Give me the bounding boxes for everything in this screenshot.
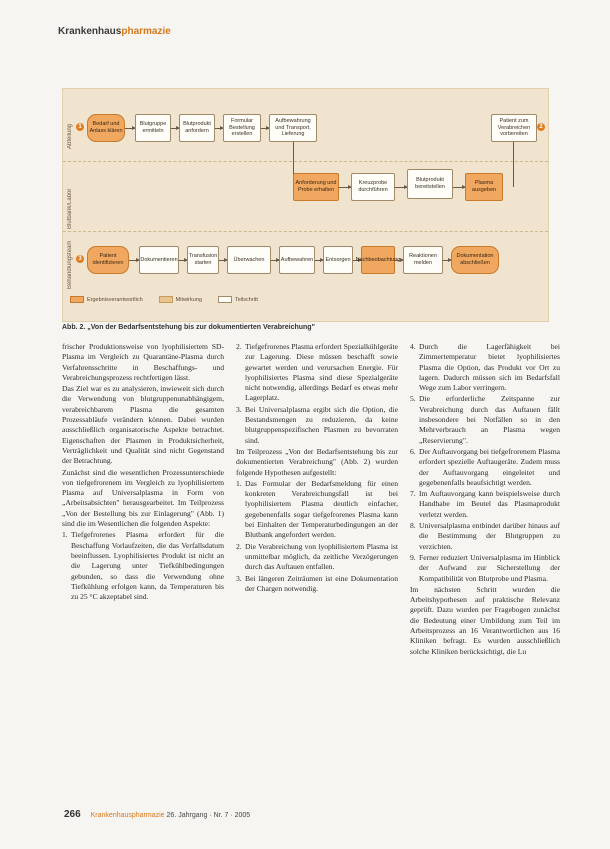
list-item: 8. Universalplasma entbindet darüber hinaus auf die Bestimmung der Blutgruppen zu verzichten. [410, 521, 560, 551]
paragraph: Das Ziel war es zu analysieren, inwieweit sich durch die Verwendung von blutgruppenunabhängigem, verabreichbarem Plasma die gesamten Prozessabläufe verändern können. Dabei wurden ausschließlich organisatorische Aspekte betrachtet. Eigenschaften der Plasmen in Produktsicherheit, Verträglichkeit und Qualität sind nicht Gegenstand der Betrachtung. [62, 384, 224, 466]
flow-node: Dokumentation abschließen [451, 246, 499, 274]
journal-header [58, 26, 171, 37]
flow-connector [513, 142, 514, 187]
flow-node: Bedarf und Anlass klären [87, 114, 125, 142]
list-item: 2. Tiefgefrorenes Plasma erfordert Spezialkühlgeräte zur Lagerung. Diese müssen beschafft sowie gewartet werden und verursachen Energie. Für lyophilisiertes Plasma sind diese Spezialgeräte nicht notwendig, allerdings Bedarf es etwas mehr Lagerplatz. [236, 342, 399, 403]
flow-node: Dokumentieren [139, 246, 179, 274]
flow-arrow [125, 128, 135, 129]
list-item-text: Im Auftauvorgang kann beispielsweise durch Handhabe im Beutel das Plasmaprodukt verletzt werden. [419, 489, 560, 519]
legend-label: Ergebnisverantwortlich [87, 296, 143, 303]
list-item: 3. Bei längeren Zeiträumen ist eine Dokumentation der Chargen notwendig. [236, 573, 398, 593]
flow-arrow [443, 260, 451, 261]
flow-arrow [395, 187, 407, 188]
list-item-text: Bei längeren Zeiträumen ist eine Dokumentation der Chargen notwendig. [245, 573, 398, 593]
flow-node: Entsorgen [323, 246, 353, 274]
flow-node: Überwachen [227, 246, 271, 274]
process-flow-figure [62, 88, 549, 322]
list-item: 6. Der Auftauvorgang bei tiefgefrorenem Plasma erfordert spezielle Auftaugeräte. Zudem muss der Auftauvorgang eingeleitet und gegebenenfalls beaufsichtigt werden. [410, 446, 560, 487]
flow-node: Reaktionen melden [403, 246, 443, 274]
lane-label-bloodbank: Blutbank/Labor [67, 188, 73, 229]
flow-node: Aufbewahren [279, 246, 315, 274]
flow-node: Blutprodukt bereitstellen [407, 169, 453, 199]
list-item: 5. Die erforderliche Zeitspanne zur Verabreichung durch das Auftauen fällt insbesondere bei Notfällen so in den Mehrverbrauch an Plasma wegen „Reservierung". [410, 394, 560, 445]
list-item: 2. Die Verabreichung von lyophilisiertem Plasma ist unmittelbar möglich, da zeitliche Verzögerungen durch das Auftauen entfallen. [236, 541, 398, 572]
list-item: 9. Ferner reduziert Universalplasma im Hinblick der Aufwand zur Sicherstellung der Kompatibilität von Blutprobe und Plasma. [410, 552, 560, 583]
legend-swatch [159, 296, 173, 303]
legend-swatch [218, 296, 232, 303]
flow-arrow [315, 260, 323, 261]
list-item: 7. Im Auftauvorgang kann beispielsweise durch Handhabe im Beutel das Plasmaprodukt verletzt werden. [410, 489, 560, 519]
figure-caption: Abb. 2. „Von der Bedarfsentstehung bis zur dokumentierten Verabreichung" [62, 324, 315, 331]
flow-node: Aufbewahrung und Transport, Lieferung [269, 114, 317, 142]
flow-arrow [219, 260, 227, 261]
flow-node: Patient zum Verabreichen vorbereiten [491, 114, 537, 142]
figure-legend [70, 296, 258, 303]
legend-swatch [70, 296, 84, 303]
start-marker: 1 [76, 123, 84, 131]
flow-node: Transfusion starten [187, 246, 219, 274]
list-item-text: Ferner reduziert Universalplasma im Hinblick der Aufwand zur Sicherstellung der Kompatibilität von Blutprobe und Plasma. [419, 552, 560, 583]
list-item-text: Der Auftauvorgang bei tiefgefrorenem Plasma erfordert spezielle Auftaugeräte. Zudem muss der Auftauvorgang eingeleitet und gegebenenfalls beaufsichtigt werden. [419, 446, 560, 487]
paragraph: Im nächsten Schritt wurden die Arbeitshypothesen auf praktische Relevanz geprüft. Dazu wurden per Fragebogen zunächst die Bedeutung einer Umbildung zum Teil im Arbeitsprozess an 16 Verantwortlichen aus 16 Kliniken befragt. Es wurden ausschließlich solche Kliniken berücksichtigt, die Lu [410, 584, 560, 656]
list-item: 1. Tiefgefrorenes Plasma erfordert für die Beschaffung Vorlaufzeiten, die das Verfallsdatum beeinflussen. Lyophilisiertes Produkt ist nicht an die Lagerung unter Tiefkühlbedingungen gebunden, so dass die Verwendung ohne Tiefkühlung erfolgen kann, da Temperaturen bis zu 25 °C akzeptabel sind. [62, 530, 224, 602]
text-column-2 [236, 342, 398, 595]
flow-arrow [129, 260, 139, 261]
flow-arrow [171, 128, 179, 129]
flow-arrow [453, 187, 465, 188]
legend-label: Mitwirkung [175, 296, 202, 303]
list-item-text: Tiefgefrorenes Plasma erfordert Spezialkühlgeräte zur Lagerung. Diese müssen beschafft sowie gewartet werden und verursachen Energie. Für lyophilisiertes Plasma sind diese Spezialgeräte nicht notwendig, allerdings Bedarf es etwas mehr Lagerplatz. [245, 342, 399, 403]
footer-journal: Krankenhauspharmazie [90, 812, 165, 819]
flow-node: Anforderung und Probe erhalten [293, 173, 339, 201]
text-column-3 [410, 342, 560, 658]
flow-node: Blutgruppe ermitteln [135, 114, 171, 142]
journal-header-brand: Krankenhaus [58, 26, 122, 37]
flow-node: Plasma ausgeben [465, 173, 503, 201]
flow-node: Blutprodukt anfordern [179, 114, 215, 142]
lane-divider [63, 161, 548, 162]
row3-marker: 3 [76, 255, 84, 263]
list-item-text: Die Verabreichung von lyophilisiertem Plasma ist unmittelbar möglich, da zeitliche Verzögerungen durch das Auftauen entfallen. [245, 541, 398, 572]
lane-divider [63, 231, 548, 232]
list-item-text: Tiefgefrorenes Plasma erfordert für die Beschaffung Vorlaufzeiten, die das Verfallsdatum beeinflussen. Lyophilisiertes Produkt ist nicht an die Lagerung unter Tiefkühlbedingungen gebunden, so dass die Verwendung ohne Tiefkühlung erfolgen kann, da Temperaturen bis zu 25 °C akzeptabel sind. [71, 530, 224, 602]
end-marker: 2 [537, 123, 545, 131]
legend-label: Teilschritt [234, 296, 258, 303]
list-item-text: Universalplasma entbindet darüber hinaus auf die Bestimmung der Blutgruppen zu verzichten. [419, 521, 560, 551]
text-column-1 [62, 342, 224, 603]
flow-connector [293, 142, 294, 176]
legend-item [218, 296, 258, 303]
legend-item [159, 296, 202, 303]
flow-node: Kreuzprobe durchführen [351, 173, 395, 201]
flow-arrow [261, 128, 269, 129]
flow-node: Patient identifizieren [87, 246, 129, 274]
paragraph: Im Teilprozess „Von der Bedarfsentstehung bis zur dokumentierten Verabreichung" (Abb. 2) wurden folgende Hypothesen aufgestellt: [236, 446, 398, 477]
footer-issue: 26. Jahrgang · Nr. 7 · 2005 [166, 812, 251, 819]
paragraph: frischer Produktionsweise von lyophilisiertem SD-Plasma im Vergleich zu Quarantäne-Plasma durch Verfahrensschritte in Beschaffungs- und Verabreichungsprozess rechtfertigen lässt. [62, 342, 224, 382]
journal-header-accent: pharmazie [121, 26, 171, 37]
flow-arrow [215, 128, 223, 129]
paragraph: Zunächst sind die wesentlichen Prozessunterschiede von tiefgefrorenem im Vergleich zu lyophilisiertem Plasma auf Universalplasma in Form von „Arbeitsabsichten" herausgearbeitet. Im Teilprozess „Von der Bestellung bis zur Einlagerung" (Abb. 1) sind die im Wesentlichen die folgenden Aspekte: [62, 467, 224, 529]
flow-arrow [395, 260, 403, 261]
lane-label-team: Behandlungsteam [67, 240, 73, 289]
list-item: 4. Durch die Lagerfähigkeit bei Zimmertemperatur bietet lyophilisiertes Plasma die Option, das Produkt vor Ort zu lagern. Dadurch müssen sich im Bedarfsfall Wege zum Labor verringern. [410, 342, 560, 393]
flow-arrow [271, 260, 279, 261]
flow-node: Nachbeobachtung [361, 246, 395, 274]
page-footer [64, 809, 250, 820]
page-number: 266 [64, 809, 81, 820]
lane-label-department: Abteilung [67, 123, 73, 149]
list-item: 3. Bei Universalplasma ergibt sich die Option, die Bestandsmengen zu reduzieren, da keine blutgruppenspezifischen Plasmen zu bevorraten sind. [236, 404, 398, 445]
list-item: 1. Das Formular der Bedarfsmeldung für einen konkreten Verabreichungsfall ist bei lyophilisiertem Plasma deutlich einfacher, gegebenenfalls sogar tiefgefrorenes Plasma kann bei Einhalten der Temperaturbedingungen an der Blutbank angefordert werden. [236, 478, 398, 540]
flow-node: Formular Bestellung erstellen [223, 114, 261, 142]
flow-arrow [179, 260, 187, 261]
list-item-text: Das Formular der Bedarfsmeldung für einen konkreten Verabreichungsfall ist bei lyophilisiertem Plasma deutlich einfacher, gegebenenfalls sogar tiefgefrorenes Plasma kann bei Einhalten der Temperaturbedingungen an der Blutbank angefordert werden. [245, 478, 398, 540]
list-item-text: Durch die Lagerfähigkeit bei Zimmertemperatur bietet lyophilisiertes Plasma die Option, das Produkt vor Ort zu lagern. Dadurch müssen sich im Bedarfsfall Wege zum Labor verringern. [419, 342, 560, 393]
list-item-text: Die erforderliche Zeitspanne zur Verabreichung durch das Auftauen fällt insbesondere bei Notfällen so in den Mehrverbrauch an Plasma wegen „Reservierung". [419, 394, 560, 445]
list-item-text: Bei Universalplasma ergibt sich die Option, die Bestandsmengen zu reduzieren, da keine blutgruppenspezifischen Plasmen zu bevorraten sind. [245, 404, 398, 445]
flow-arrow [339, 187, 351, 188]
legend-item [70, 296, 143, 303]
